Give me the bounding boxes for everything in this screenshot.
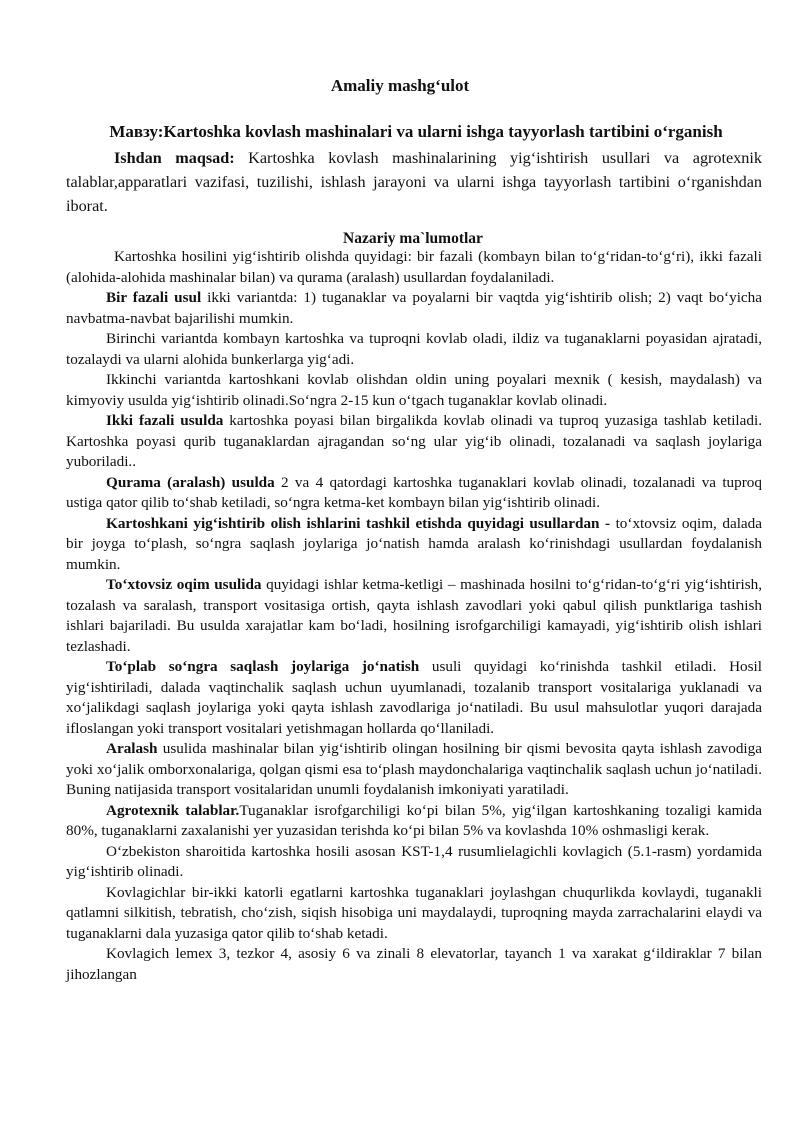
paragraph-text: Tuganaklar isrofgarchiligi ko‘pi bilan 5%, yig‘ilgan kartoshkaning tozaligi kamida 80%, tuganaklarni zaxalanishi yer yuzasidan terishda ko‘pi bilan 5% va kovlashda 10% oshmasligi kerak. — [66, 801, 762, 839]
paragraph-text: O‘zbekiston sharoitida kartoshka hosili asosan KST-1,4 rusumlielagichli kovlagich (5.1-rasm) yordamida yig‘ishtirib olinadi. — [66, 842, 762, 880]
paragraph-text: quyidagi ishlar ketma-ketligi – mashinada hosilni to‘g‘ridan-to‘g‘ri yig‘ishtirish, tozalash va saralash, transport vositasiga ortish, qayta ishlash zavodlari yoki qabul qilish punktlariga tashish ishlari bajariladi. Bu usulda xarajatlar kam bo‘ladi, hosilning isrofgarchiligi kamayadi, yig‘ishtirib olish ishlari tezlashadi. — [66, 576, 763, 655]
goal-paragraph — [66, 146, 762, 218]
paragraph-lead: Bir fazali usul — [106, 289, 202, 306]
topic-heading: Мавзу:Kartoshka kovlash mashinalari va ularni ishga tayyorlash tartibini o‘rganish — [109, 122, 723, 141]
paragraph-lead: Ikki fazali usulda — [106, 412, 224, 429]
paragraph-text: Kovlagich lemex 3, tezkor 4, asosiy 6 va zinali 8 elevatorlar, tayanch 1 va xarakat g‘ildiraklar 7 bilan jihozlangan — [66, 945, 762, 983]
paragraph-text: 2 va 4 qatordagi kartoshka tuganaklari kovlab olinadi, tozalanadi va tuproq ustiga qator qilib to‘shab ketiladi, so‘ngra ketma-ket kombayn bilan yig‘ishtirib olinadi. — [66, 473, 762, 511]
paragraph — [66, 473, 762, 514]
paragraph — [66, 329, 762, 370]
paragraph — [66, 514, 762, 576]
paragraph-lead: Aralash — [106, 740, 158, 757]
paragraph-lead: To‘plab so‘ngra saqlash joylariga jo‘natish — [106, 658, 420, 675]
paragraph — [66, 739, 762, 801]
paragraph-lead: Agrotexnik talablar. — [106, 801, 240, 819]
paragraph — [66, 657, 762, 739]
document-body — [66, 247, 762, 985]
paragraph-text: usuli quyidagi ko‘rinishda tashkil etiladi. Hosil yig‘ishtiriladi, dalada vaqtinchalik saqlash uchun uyumlanadi, tozalanib transport vositalariga yuklanadi va xo‘jalikdagi saqlash joylariga yoki qayta ishlash zavodlariga jo‘natiladi. Bu usul mahsulotlar yuqori darajada ifloslangan yoki transport vositalari yetishmagan hollarda qo‘llaniladi. — [66, 658, 762, 737]
paragraph-text: Kartoshka hosilini yig‘ishtirib olishda quyidagi: bir fazali (kombayn bilan to‘g‘ridan-to‘g‘ri), ikki fazali (alohida-alohida mashinalar bilan) va qurama (aralash) usullardan foydalaniladi. — [66, 248, 762, 286]
goal-label: Ishdan maqsad: — [114, 149, 235, 167]
paragraph-lead: Kartoshkani yig‘ishtirib olish ishlarini tashkil etishda quyidagi usullardan - — [106, 514, 611, 532]
paragraph — [66, 944, 762, 985]
paragraph-text: Ikkinchi variantda kartoshkani kovlab olishdan oldin uning poyalari mexnik ( kesish, maydalash) va kimyoviy usulda yig‘ishtirib olinadi.So‘ngra 2-15 kun o‘tgach tuganaklar kovlab olinadi. — [66, 371, 762, 409]
paragraph-text: ikki variantda: 1) tuganaklar va poyalarni bir vaqtda yig‘ishtirib olish; 2) vaqt bo‘yicha navbatma-navbat bajarilishi mumkin. — [66, 289, 762, 327]
paragraph — [66, 247, 762, 288]
paragraph — [66, 288, 762, 329]
paragraph-text: kartoshka poyasi bilan birgalikda kovlab olinadi va tuproq yuzasiga tashlab ketiladi. Kartoshka poyasi qurib tuganaklardan ajragandan so‘ng ular yig‘ib olinadi, tozalanadi va saqlash joylariga yuboriladi.. — [66, 412, 762, 470]
paragraph — [66, 842, 762, 883]
paragraph — [66, 883, 762, 945]
paragraph-text: Birinchi variantda kombayn kartoshka va tuproqni kovlab oladi, ildiz va tuganaklarni poyasidan ajratadi, tozalaydi va ularni alohida bunkerlarga yig‘adi. — [66, 330, 762, 368]
paragraph-lead: Qurama (aralash) usulda — [106, 473, 275, 491]
goal-text: Kartoshka kovlash mashinalarining yig‘ishtirish usullari va agrotexnik talablar,apparatlari vazifasi, tuzilishi, ishlash jarayoni va ularni ishga tayyorlash tartibini o‘rganishdan iborat. — [66, 149, 762, 215]
section-heading: Nazariy ma`lumotlar — [343, 230, 483, 247]
paragraph — [66, 411, 762, 473]
paragraph-lead: To‘xtovsiz oqim usulida — [106, 576, 262, 593]
paragraph — [66, 575, 762, 657]
paragraph-text: to‘xtovsiz oqim, dalada bir joyga to‘plash, so‘ngra saqlash joylariga jo‘natish hamda aralash ko‘rinishdagi usullardan foydalanish mumkin. — [66, 514, 762, 573]
page-title: Amaliy mashg‘ulot — [330, 76, 470, 95]
paragraph — [66, 370, 762, 411]
paragraph — [66, 801, 762, 842]
paragraph-text: Kovlagichlar bir-ikki katorli egatlarni kartoshka tuganaklari joylashgan chuqurlikda kovlaydi, tuganakli qatlamni silkitish, tebratish, cho‘zish, siqish hisobiga uni maydalaydi, tuproqning mayda zarrachalarini elaydi va tuganaklarni dala yuzasiga qator qilib to‘shab ketadi. — [66, 883, 762, 942]
paragraph-text: usulida mashinalar bilan yig‘ishtirib olingan hosilning bir qismi bevosita qayta ishlash zavodiga yoki xo‘jalik omborxonalariga, qolgan qismi esa to‘plash maydonchalariga vaqtinchalik saqlash uchun jo‘natiladi. Buning natijasida transport vositalaridan unumli foydalanish imkoniyati yaratiladi. — [66, 740, 762, 798]
